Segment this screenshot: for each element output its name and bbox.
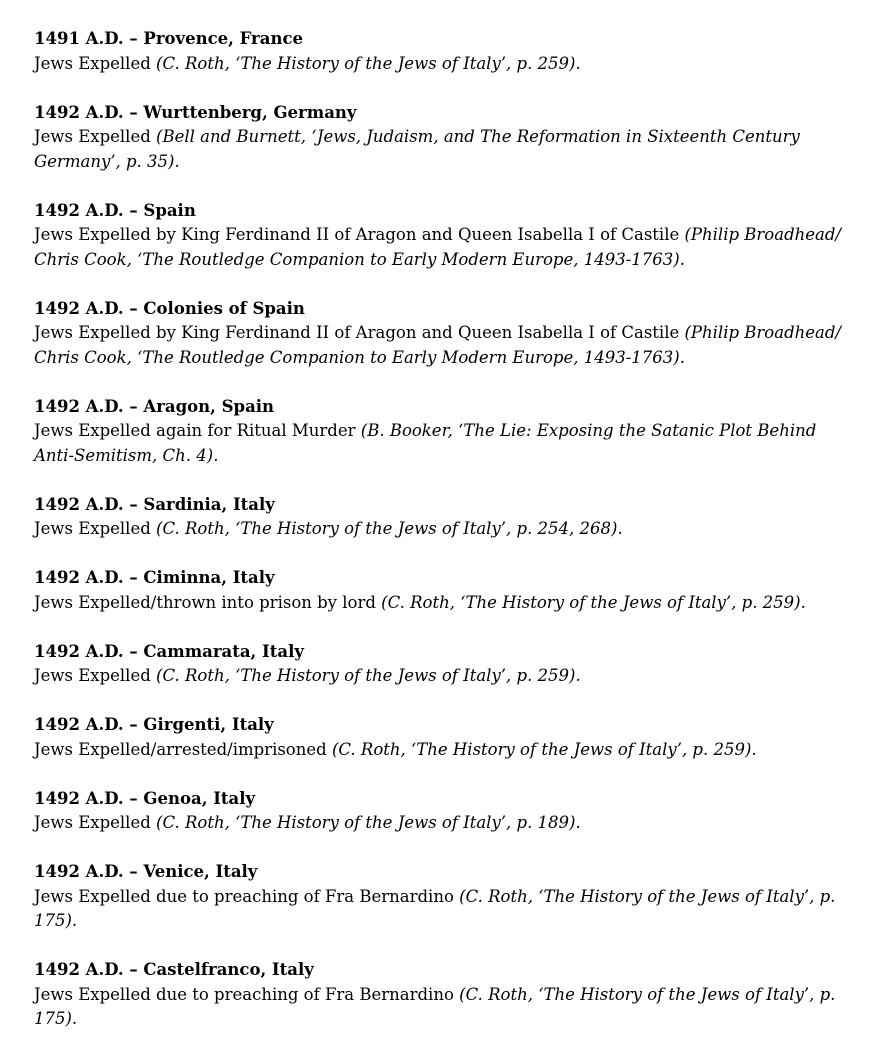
expulsion-entry: [34, 27, 849, 76]
entry-citation: (C. Roth, ‘The History of the Jews of Italy’, p. 259).: [156, 53, 581, 73]
entry-heading: 1492 A.D. – Girgenti, Italy: [34, 715, 274, 734]
entry-text: Jews Expelled by King Ferdinand II of Aragon and Queen Isabella I of Castile: [34, 323, 685, 342]
entry-citation: (Philip Broadhead/ Chris Cook, ‘The Routledge Companion to Early Modern Europe, 1493-1763).: [34, 323, 841, 367]
entry-heading: 1492 A.D. – Castelfranco, Italy: [34, 960, 314, 979]
entry-text: Jews Expelled due to preaching of Fra Bernardino: [34, 984, 460, 1004]
entry-text: Jews Expelled: [34, 127, 157, 146]
entry-citation: (C. Roth, ‘The History of the Jews of Italy’, p. 175).: [34, 886, 836, 930]
entry-text: Jews Expelled again for Ritual Murder: [34, 421, 361, 440]
entry-heading: 1492 A.D. – Cammarata, Italy: [34, 641, 304, 661]
entry-body: [34, 738, 849, 763]
expulsion-entry: [34, 493, 849, 542]
entry-heading: 1492 A.D. – Sardinia, Italy: [34, 494, 275, 514]
entry-heading: 1492 A.D. – Aragon, Spain: [34, 396, 275, 416]
entry-text: Jews Expelled: [34, 53, 157, 73]
entry-heading: 1491 A.D. – Provence, France: [34, 29, 303, 48]
entry-heading: 1492 A.D. – Venice, Italy: [34, 862, 258, 881]
expulsion-entry: [34, 101, 849, 175]
entry-citation: (Philip Broadhead/ Chris Cook, ‘The Routledge Companion to Early Modern Europe, 1493-1763).: [34, 225, 841, 269]
entry-body: [34, 125, 849, 174]
entry-body: [34, 223, 849, 272]
expulsion-entry: [34, 199, 849, 273]
expulsion-entry: [34, 297, 849, 371]
entry-citation: (C. Roth, ‘The History of the Jews of Italy’, p. 175).: [34, 984, 836, 1028]
entry-text: Jews Expelled by King Ferdinand II of Aragon and Queen Isabella I of Castile: [34, 225, 685, 244]
entry-heading: 1492 A.D. – Ciminna, Italy: [34, 568, 275, 587]
entry-body: [34, 664, 849, 689]
expulsion-entry: [34, 395, 849, 469]
entry-citation: (C. Roth, ‘The History of the Jews of Italy’, p. 259).: [381, 592, 806, 612]
entry-text: Jews Expelled: [34, 813, 157, 832]
entry-heading: 1492 A.D. – Wurttenberg, Germany: [34, 102, 357, 122]
entry-body: [34, 885, 849, 934]
expulsion-entry: [34, 958, 849, 1032]
entry-citation: (B. Booker, ‘The Lie: Exposing the Satanic Plot Behind Anti-Semitism, Ch. 4).: [34, 421, 817, 465]
entry-text: Jews Expelled: [34, 666, 157, 685]
entry-body: [34, 811, 849, 836]
entry-heading: 1492 A.D. – Spain: [34, 200, 196, 220]
entry-citation: (C. Roth, ‘The History of the Jews of Italy’, p. 259).: [156, 666, 581, 685]
expulsion-entry: [34, 713, 849, 762]
expulsion-entry: [34, 566, 849, 615]
entry-heading: 1492 A.D. – Colonies of Spain: [34, 298, 305, 318]
entry-text: Jews Expelled/arrested/imprisoned: [34, 739, 332, 759]
expulsion-entry: [34, 640, 849, 689]
entry-body: [34, 321, 849, 370]
entry-citation: (C. Roth, ‘The History of the Jews of Italy’, p. 254, 268).: [156, 519, 623, 538]
entry-text: Jews Expelled: [34, 519, 157, 538]
entry-body: [34, 517, 849, 542]
entry-body: [34, 52, 849, 77]
entry-body: [34, 983, 849, 1032]
entry-text: Jews Expelled due to preaching of Fra Bernardino: [34, 886, 460, 906]
expulsion-entry: [34, 787, 849, 836]
entry-heading: 1492 A.D. – Genoa, Italy: [34, 788, 256, 808]
entry-body: [34, 591, 849, 616]
entry-body: [34, 419, 849, 468]
entry-text: Jews Expelled/thrown into prison by lord: [34, 592, 382, 612]
entry-citation: (C. Roth, ‘The History of the Jews of Italy’, p. 259).: [331, 739, 757, 759]
entry-citation: (C. Roth, ‘The History of the Jews of Italy’, p. 189).: [156, 813, 581, 832]
expulsion-entry: [34, 860, 849, 934]
entry-citation: (Bell and Burnett, ‘Jews, Judaism, and The Reformation in Sixteenth Century Germany’, p. 35).: [34, 127, 800, 171]
